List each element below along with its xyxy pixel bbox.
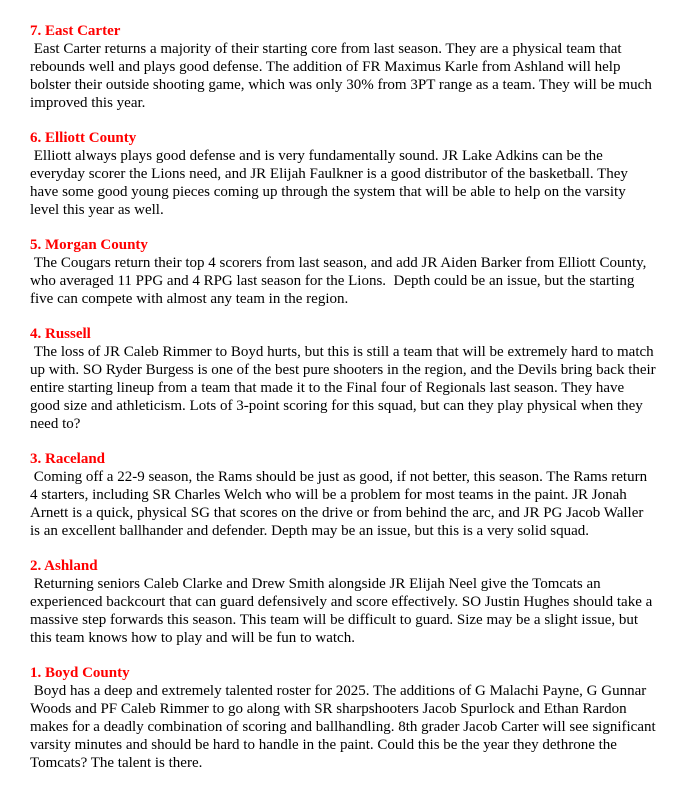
team-title: 6. Elliott County <box>30 130 137 146</box>
team-description: Coming off a 22-9 season, the Rams should be just as good, if not better, this season. The Rams return 4 starters, including SR Charles Welch who will be a problem for most teams in the paint. JR Jonah Arnett is a quick, physical SG that scores on the drive or from behind the arc, and JR PG Jacob Waller is an excellent ballhander and defender. Depth may be an issue, but this is a very solid squad. <box>30 469 651 539</box>
ranking-entry-5 <box>30 236 656 308</box>
team-description: East Carter returns a majority of their starting core from last season. They are a physical team that rebounds well and plays good defense. The addition of FR Maximus Karle from Ashland will help bolster their outside shooting game, which was only 30% from 3PT range as a team. They will be much improved this year. <box>30 41 656 111</box>
team-description: Returning seniors Caleb Clarke and Drew Smith alongside JR Elijah Neel give the Tomcats an experienced backcourt that can guard defensively and score effectively. SO Justin Hughes should take a massive step forwards this season. This team will be difficult to guard. Size may be a slight issue, but this team knows how to play and will be fun to watch. <box>30 576 657 646</box>
team-title: 4. Russell <box>30 326 91 342</box>
ranking-entry-1 <box>30 664 660 772</box>
team-title: 3. Raceland <box>30 451 105 467</box>
team-description: The loss of JR Caleb Rimmer to Boyd hurts, but this is still a team that will be extremely hard to match up with. SO Ryder Burgess is one of the best pure shooters in the region, and the Devils bring back their entire starting lineup from a team that made it to the Final four of Regionals last season. They have good size and athleticism. Lots of 3-point scoring for this squad, but can they play physical when they need to? <box>30 344 660 432</box>
team-title: 7. East Carter <box>30 23 121 39</box>
team-description: The Cougars return their top 4 scorers from last season, and add JR Aiden Barker from Elliott County, who averaged 11 PPG and 4 RPG last season for the Lions. Depth could be an issue, but the starting five can compete with almost any team in the region. <box>30 255 651 307</box>
ranking-entry-7 <box>30 22 656 112</box>
team-title: 2. Ashland <box>30 558 98 574</box>
ranking-entry-3 <box>30 450 656 540</box>
team-description: Boyd has a deep and extremely talented roster for 2025. The additions of G Malachi Payne, G Gunnar Woods and PF Caleb Rimmer to go along with SR sharpshooters Jacob Spurlock and Ethan Rardon makes for a deadly combination of scoring and ballhandling. 8th grader Jacob Carter will see significant varsity minutes and should be hard to handle in the paint. Could this be the year they dethrone the Tomcats? The talent is there. <box>30 683 660 771</box>
team-description: Elliott always plays good defense and is very fundamentally sound. JR Lake Adkins can be the everyday scorer the Lions need, and JR Elijah Faulkner is a good distributor of the basketball. They have some good young pieces coming up through the system that will be able to help on the varsity level this year as well. <box>30 148 632 218</box>
team-title: 5. Morgan County <box>30 237 148 253</box>
ranking-entry-6 <box>30 129 656 219</box>
team-title: 1. Boyd County <box>30 665 130 681</box>
ranking-entry-4 <box>30 325 660 433</box>
ranking-entry-2 <box>30 557 656 647</box>
